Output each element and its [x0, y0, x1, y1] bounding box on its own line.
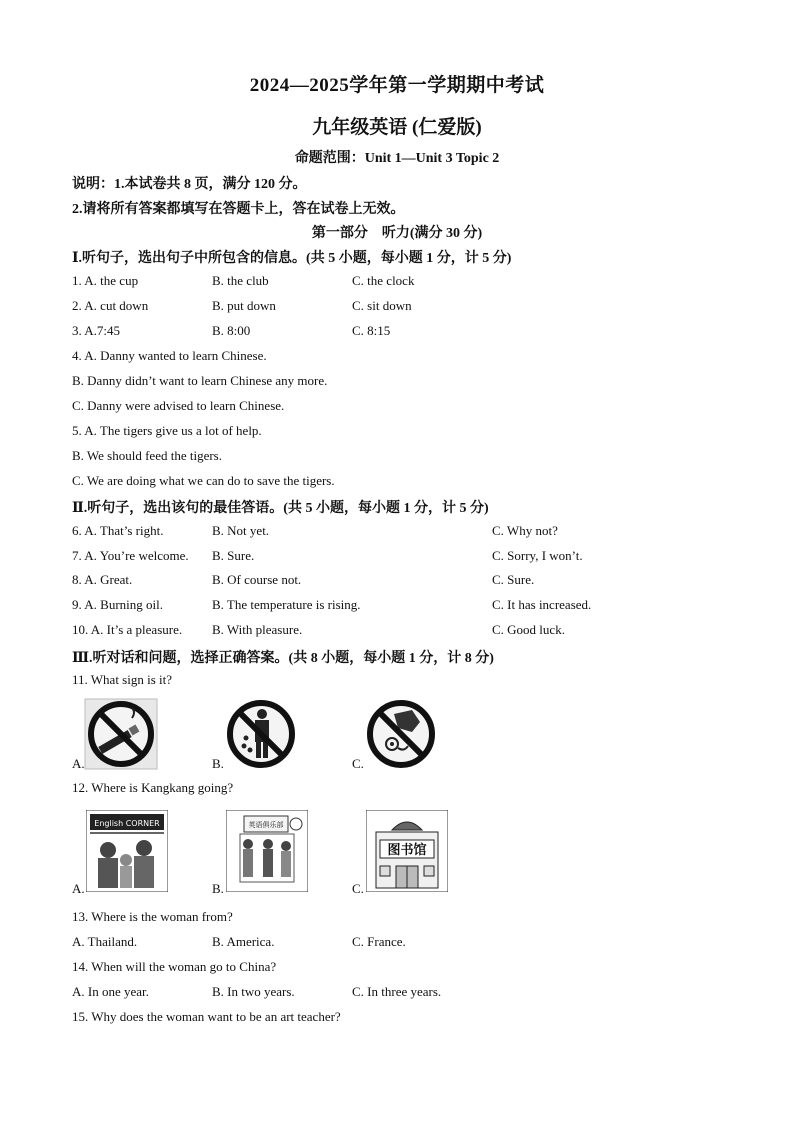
question-row-14 [72, 984, 732, 1002]
q12-label-c: C. [352, 881, 364, 896]
english-corner-picture [86, 810, 168, 892]
q9-option-c: C. It has increased. [492, 597, 592, 612]
english-corner-sign-text: English CORNER [94, 819, 160, 828]
question-row-10 [72, 622, 732, 640]
exam-scope: 命题范围：Unit 1—Unit 3 Topic 2 [294, 151, 500, 166]
q3-option-b: B. 8:00 [212, 323, 251, 338]
note-line-1: 说明：1.本试卷共 8 页，满分 120 分。 [72, 177, 307, 192]
q14-option-a: A. In one year. [72, 984, 149, 999]
q10-option-a: 10. A. It’s a pleasure. [72, 622, 183, 637]
q1-option-c: C. the clock [352, 273, 415, 288]
no-picking-flowers-sign-icon [364, 698, 438, 770]
q7-option-a: 7. A. You’re welcome. [72, 548, 189, 563]
q2-option-b: B. put down [212, 298, 276, 313]
question-row-13 [72, 934, 732, 952]
exam-title: 2024—2025学年第一学期期中考试 [249, 75, 545, 96]
q8-option-c: C. Sure. [492, 572, 535, 587]
english-club-picture [226, 810, 308, 892]
q3-option-c: C. 8:15 [352, 323, 391, 338]
q1-option-b: B. the club [212, 273, 269, 288]
q12-label-b: B. [212, 881, 224, 896]
question-row-3 [72, 323, 732, 341]
library-picture [366, 810, 448, 892]
note-line-2: 2.请将所有答案都填写在答题卡上，答在试卷上无效。 [72, 202, 405, 217]
q13-option-b: B. America. [212, 934, 275, 949]
q4-option-c: C. Danny were advised to learn Chinese. [72, 398, 285, 413]
q7-option-c: C. Sorry, I won’t. [492, 548, 583, 563]
q5-option-b: B. We should feed the tigers. [72, 448, 222, 463]
q12-label-a: A. [72, 881, 85, 896]
question-row-8 [72, 572, 732, 590]
q3-option-a: 3. A.7:45 [72, 323, 121, 338]
section2-heading: Ⅱ.听句子，选出该句的最佳答语。(共 5 小题，每小题 1 分，计 5 分) [72, 501, 489, 516]
question-row-1 [72, 273, 732, 291]
q8-option-a: 8. A. Great. [72, 572, 133, 587]
q9-option-b: B. The temperature is rising. [212, 597, 361, 612]
q4-option-a: 4. A. Danny wanted to learn Chinese. [72, 348, 267, 363]
part1-heading: 第一部分 听力(满分 30 分) [311, 226, 483, 241]
no-smoking-sign-icon [84, 698, 158, 770]
q7-option-b: B. Sure. [212, 548, 255, 563]
no-littering-sign-icon [224, 698, 298, 770]
q14-option-b: B. In two years. [212, 984, 295, 999]
q6-option-a: 6. A. That’s right. [72, 523, 164, 538]
q11-label-a: A. [72, 756, 85, 771]
q12-stem: 12. Where is Kangkang going? [72, 780, 234, 795]
q11-stem: 11. What sign is it? [72, 672, 173, 687]
q13-option-a: A. Thailand. [72, 934, 138, 949]
q10-option-b: B. With pleasure. [212, 622, 303, 637]
question-row-9 [72, 597, 732, 615]
q15-stem: 15. Why does the woman want to be an art teacher? [72, 1009, 341, 1024]
q2-option-c: C. sit down [352, 298, 412, 313]
q14-option-c: C. In three years. [352, 984, 442, 999]
q13-option-c: C. France. [352, 934, 406, 949]
q2-option-a: 2. A. cut down [72, 298, 149, 313]
question-row-2 [72, 298, 732, 316]
q9-option-a: 9. A. Burning oil. [72, 597, 164, 612]
q11-label-b: B. [212, 756, 224, 771]
exam-subtitle: 九年级英语 (仁爱版) [312, 117, 482, 138]
q5-option-c: C. We are doing what we can do to save the tigers. [72, 473, 335, 488]
q8-option-b: B. Of course not. [212, 572, 302, 587]
q6-option-c: C. Why not? [492, 523, 558, 538]
q6-option-b: B. Not yet. [212, 523, 270, 538]
q5-option-a: 5. A. The tigers give us a lot of help. [72, 423, 262, 438]
library-sign-text: 图书馆 [387, 843, 427, 858]
q1-option-a: 1. A. the cup [72, 273, 139, 288]
question-row-7 [72, 548, 732, 566]
question-row-6 [72, 523, 732, 541]
q11-label-c: C. [352, 756, 364, 771]
english-club-sign-text: 英语俱乐部 [248, 821, 284, 829]
section1-heading: Ⅰ.听句子，选出句子中所包含的信息。(共 5 小题，每小题 1 分，计 5 分) [72, 251, 512, 266]
q13-stem: 13. Where is the woman from? [72, 909, 233, 924]
section3-heading: Ⅲ.听对话和问题，选择正确答案。(共 8 小题，每小题 1 分，计 8 分) [72, 651, 494, 666]
q14-stem: 14. When will the woman go to China? [72, 959, 277, 974]
q4-option-b: B. Danny didn’t want to learn Chinese any more. [72, 373, 328, 388]
q10-option-c: C. Good luck. [492, 622, 565, 637]
